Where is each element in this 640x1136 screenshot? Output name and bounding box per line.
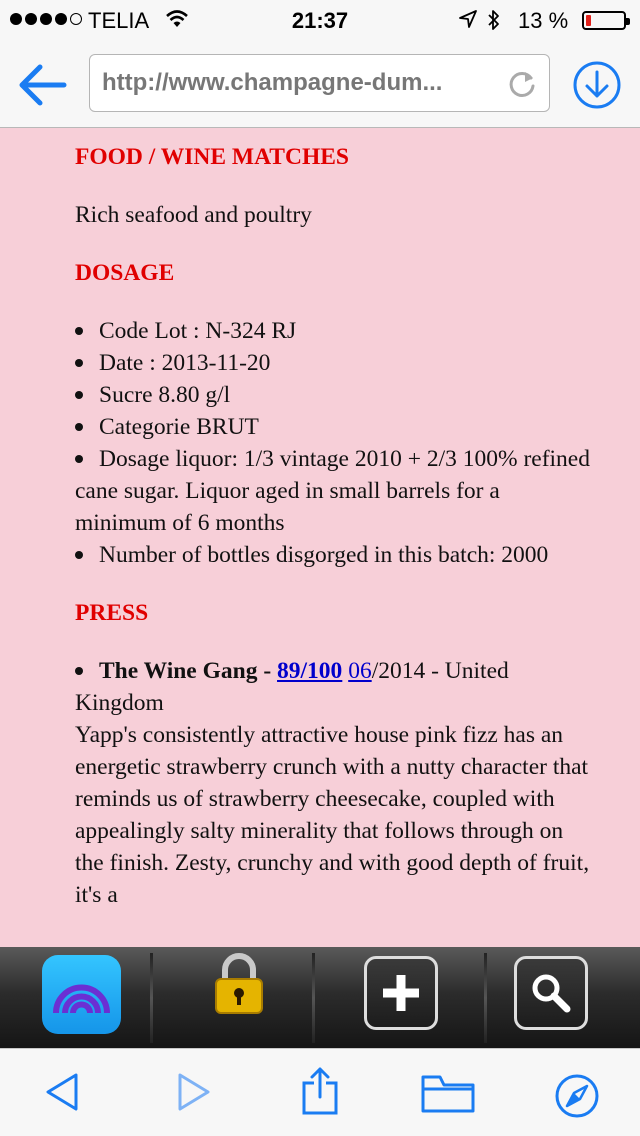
press-score-link[interactable]: 89/100 (277, 658, 343, 684)
toolbar-divider (150, 953, 153, 1043)
toolbar-divider (484, 953, 487, 1043)
food-wine-heading: FOOD / WINE MATCHES (75, 144, 349, 170)
press-list (75, 655, 595, 719)
padlock-icon[interactable] (212, 953, 266, 1015)
press-heading: PRESS (75, 600, 149, 626)
browser-nav-bar (0, 40, 640, 128)
status-time: 21:37 (291, 8, 349, 33)
press-review-text: Yapp's consistently attractive house pink fizz has an energetic strawberry crunch with a nutty character that reminds us of strawberry cheesecake, coupled with appealingly salty minerality that follows through on the finish. Zesty, crunchy and with good depth of fruit, it's a (75, 722, 590, 908)
app-toolbar (0, 947, 640, 1048)
dosage-list (75, 315, 595, 571)
list-item: Sucre 8.80 g/l (75, 379, 595, 411)
compass-icon[interactable] (554, 1073, 600, 1119)
bluetooth-icon (486, 8, 502, 32)
magnifier-icon (517, 959, 585, 1027)
plus-icon (367, 959, 435, 1027)
forward-triangle-icon[interactable] (176, 1071, 212, 1113)
back-triangle-icon[interactable] (44, 1071, 80, 1113)
share-icon[interactable] (300, 1065, 340, 1117)
reload-icon[interactable] (507, 69, 537, 99)
carrier-name: TELIA (88, 8, 150, 33)
address-bar[interactable] (89, 54, 550, 112)
status-bar (0, 0, 640, 40)
add-button[interactable] (364, 956, 438, 1030)
list-item: Categorie BRUT (75, 411, 595, 443)
battery-percent: 13 % (518, 8, 569, 33)
list-item: Date : 2013-11-20 (75, 347, 595, 379)
search-button[interactable] (514, 956, 588, 1030)
list-item: Code Lot : N-324 RJ (75, 315, 595, 347)
web-page-content[interactable] (0, 129, 640, 947)
dosage-heading: DOSAGE (75, 260, 175, 286)
food-wine-text: Rich seafood and poultry (75, 202, 312, 228)
battery-icon (582, 11, 626, 30)
toolbar-divider (312, 953, 315, 1043)
back-arrow-icon[interactable] (16, 62, 70, 108)
location-arrow-icon (458, 9, 478, 29)
browser-bottom-bar (0, 1048, 640, 1136)
rainbow-app-icon (42, 955, 121, 1034)
app-launcher-button[interactable] (42, 955, 121, 1034)
press-date-link[interactable]: 06 (348, 658, 372, 684)
list-item: Dosage liquor: 1/3 vintage 2010 + 2/3 100% refined cane sugar. Liquor aged in small barrels for a minimum of 6 months (75, 446, 590, 536)
list-item: Number of bottles disgorged in this batch: 2000 (75, 539, 595, 571)
press-date-rest: /2014 - United Kingdom (75, 658, 509, 716)
press-item (75, 655, 595, 719)
folder-icon[interactable] (420, 1073, 476, 1115)
download-icon[interactable] (572, 60, 622, 110)
press-source: The Wine Gang - (99, 658, 272, 684)
url-text[interactable]: http://www.champagne-dum... (102, 69, 443, 96)
